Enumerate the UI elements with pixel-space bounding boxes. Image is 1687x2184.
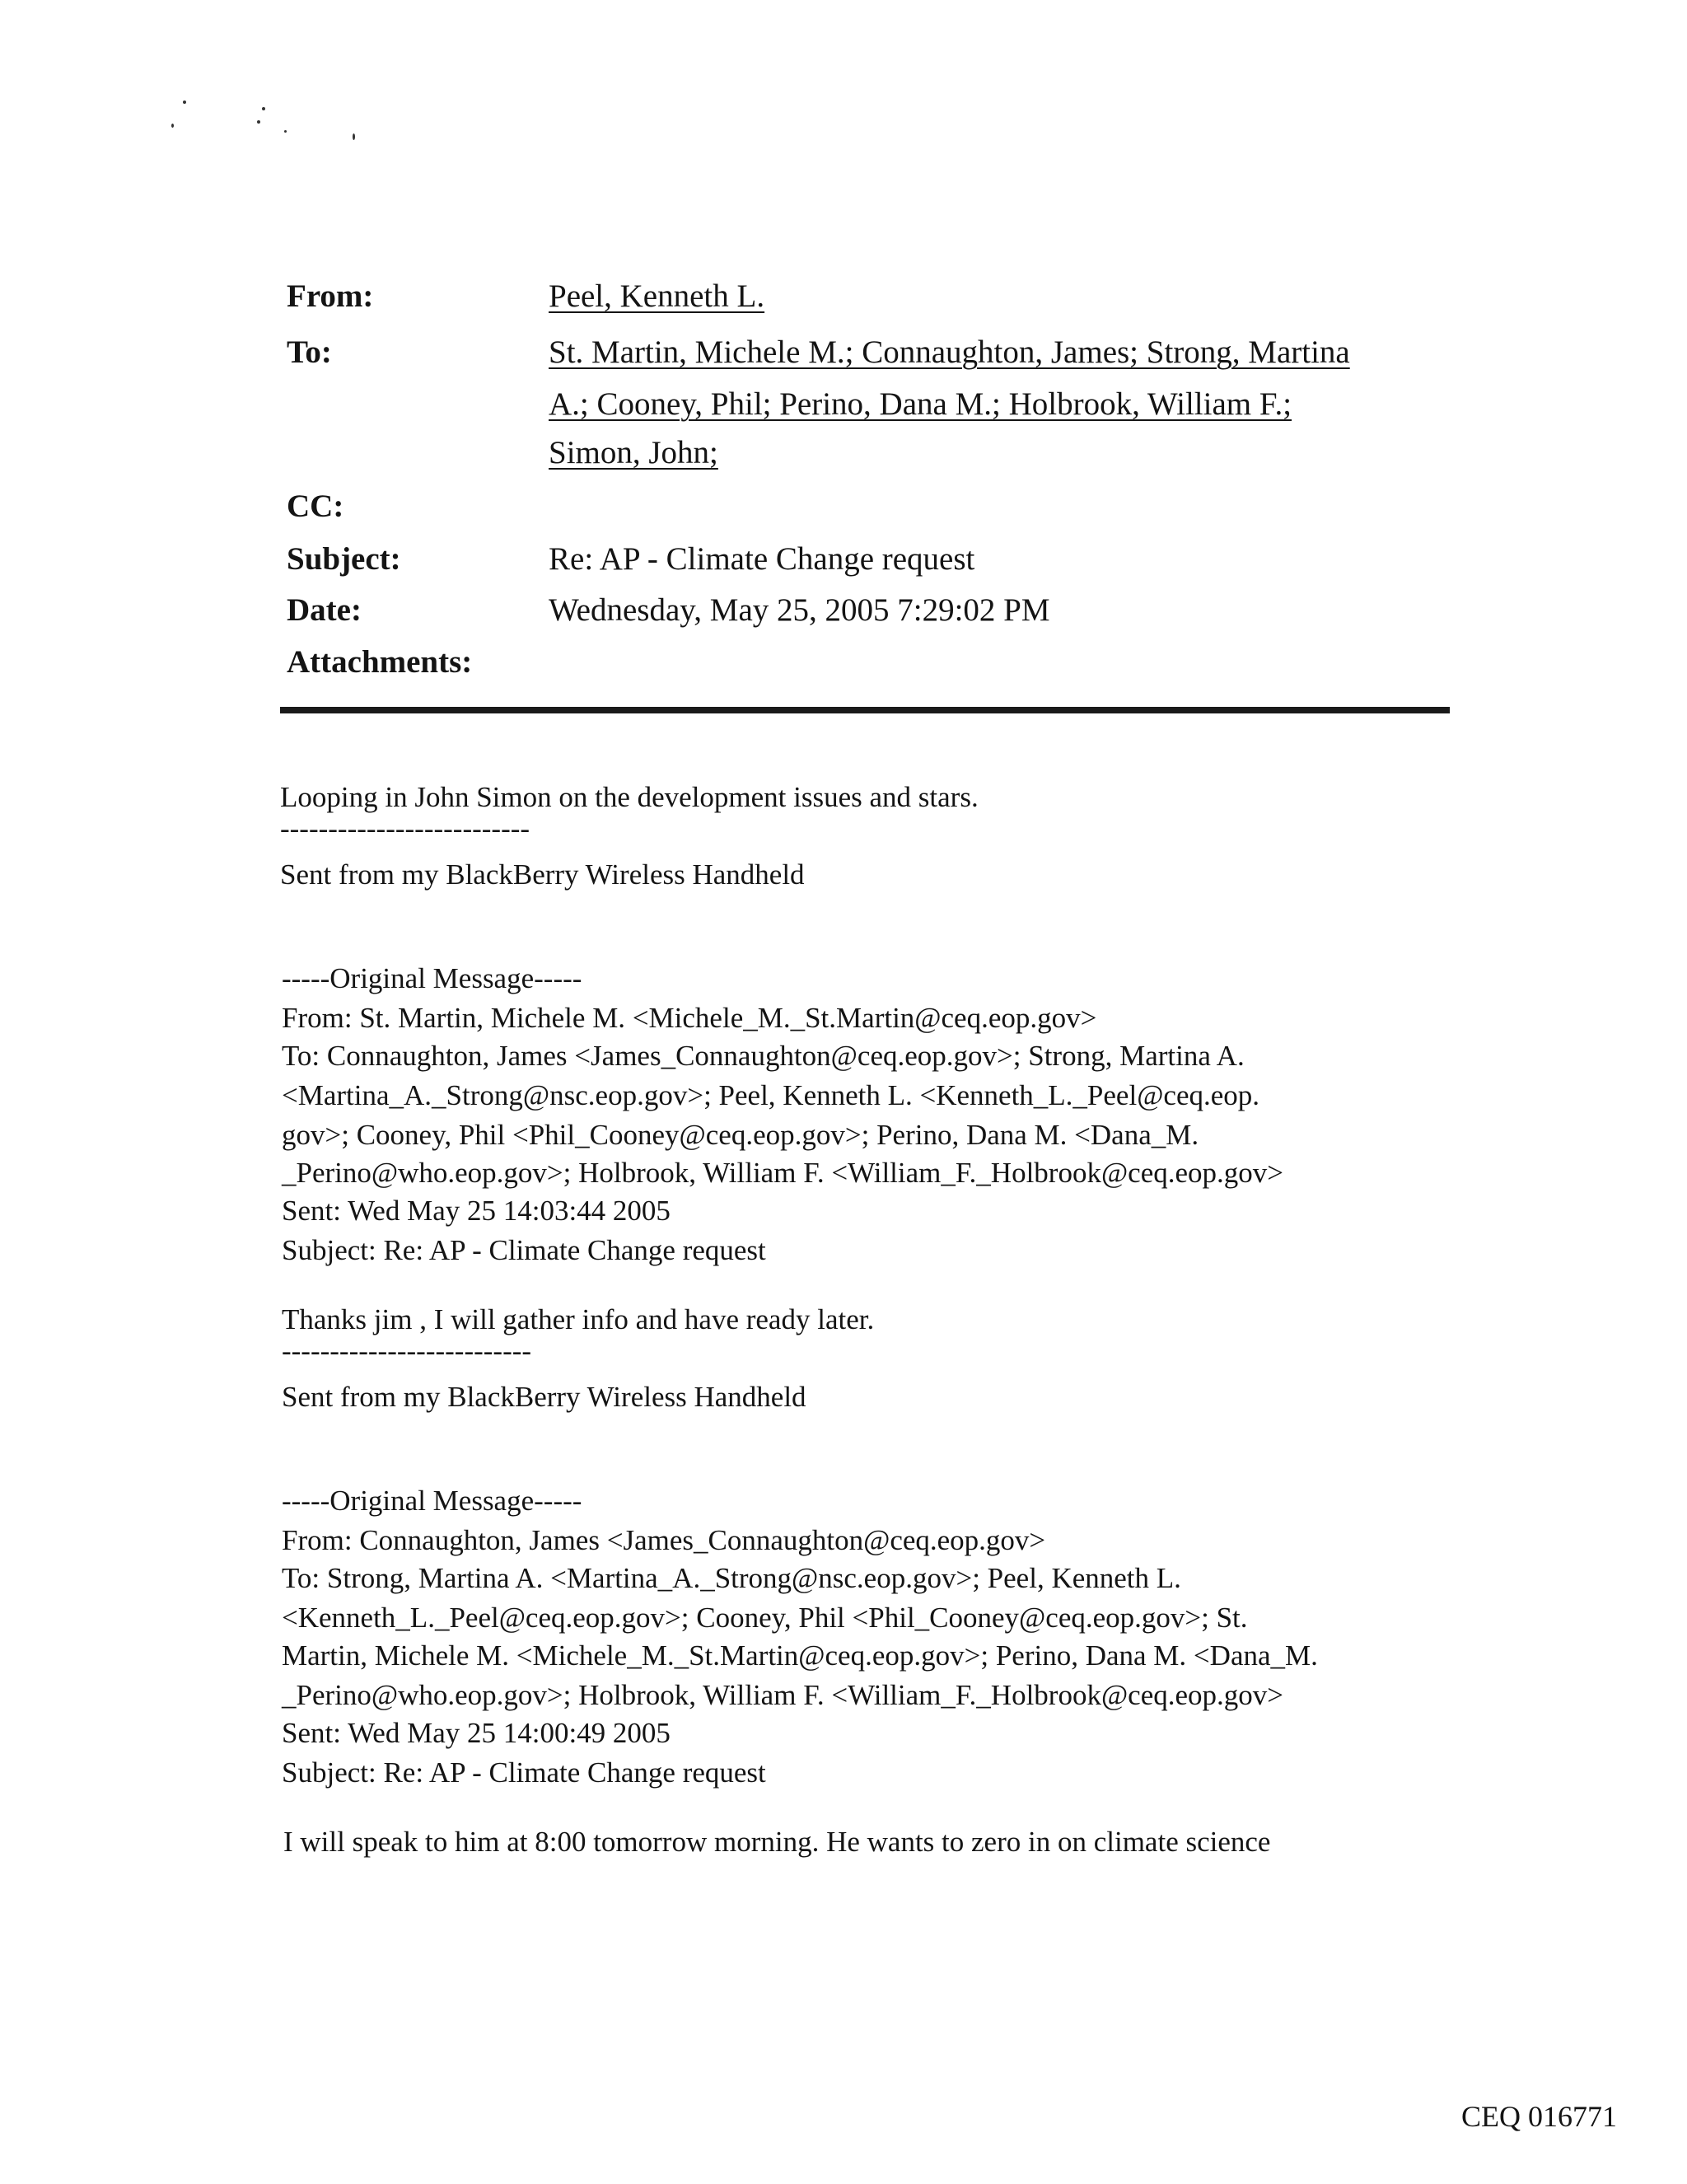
original-header-line: To: Strong, Martina A. <Martina_A._Strong@nsc.eop.gov>; Peel, Kenneth L. <box>282 1562 1181 1594</box>
original-header-line: From: St. Martin, Michele M. <Michele_M._St.Martin@ceq.eop.gov> <box>282 1002 1097 1034</box>
to-value-line: Simon, John; <box>549 435 718 470</box>
scan-speck <box>183 101 186 104</box>
original-header-line: Subject: Re: AP - Climate Change request <box>282 1234 766 1266</box>
from-value: Peel, Kenneth L. <box>549 278 765 314</box>
signature-separator: -------------------------- <box>282 1335 532 1367</box>
original-header-line: Sent: Wed May 25 14:03:44 2005 <box>282 1195 671 1227</box>
signature: Sent from my BlackBerry Wireless Handheld <box>282 1381 806 1413</box>
date-value: Wednesday, May 25, 2005 7:29:02 PM <box>549 592 1050 628</box>
scan-speck <box>284 130 287 133</box>
subject-value: Re: AP - Climate Change request <box>549 541 975 577</box>
original-header-line: <Martina_A._Strong@nsc.eop.gov>; Peel, Kenneth L. <Kenneth_L._Peel@ceq.eop. <box>282 1079 1260 1111</box>
signature: Sent from my BlackBerry Wireless Handheld <box>280 858 805 891</box>
original-message-marker: -----Original Message----- <box>282 1485 582 1517</box>
message-body: Looping in John Simon on the development issues and stars. <box>280 781 979 813</box>
original-header-line: Martin, Michele M. <Michele_M._St.Martin@ceq.eop.gov>; Perino, Dana M. <Dana_M. <box>282 1639 1318 1672</box>
to-value-line: A.; Cooney, Phil; Perino, Dana M.; Holbrook, William F.; <box>549 386 1292 422</box>
scan-speck <box>262 107 265 110</box>
original-header-line: From: Connaughton, James <James_Connaughton@ceq.eop.gov> <box>282 1524 1046 1556</box>
original-header-line: gov>; Cooney, Phil <Phil_Cooney@ceq.eop.gov>; Perino, Dana M. <Dana_M. <box>282 1119 1199 1151</box>
to-label: To: <box>287 334 332 370</box>
cc-label: CC: <box>287 489 344 524</box>
to-value-line: St. Martin, Michele M.; Connaughton, James; Strong, Martina <box>549 334 1350 370</box>
from-label: From: <box>287 278 374 314</box>
attachments-label: Attachments: <box>287 644 473 680</box>
original-header-line: _Perino@who.eop.gov>; Holbrook, William F. <William_F._Holbrook@ceq.eop.gov> <box>282 1157 1284 1189</box>
header-divider <box>280 707 1450 713</box>
original-header-line: To: Connaughton, James <James_Connaughton@ceq.eop.gov>; Strong, Martina A. <box>282 1040 1245 1072</box>
original-header-line: Sent: Wed May 25 14:00:49 2005 <box>282 1717 671 1749</box>
original-header-line: _Perino@who.eop.gov>; Holbrook, William F. <William_F._Holbrook@ceq.eop.gov> <box>282 1679 1284 1711</box>
original-header-line: <Kenneth_L._Peel@ceq.eop.gov>; Cooney, Phil <Phil_Cooney@ceq.eop.gov>; St. <box>282 1602 1248 1634</box>
original-header-line: Subject: Re: AP - Climate Change request <box>282 1756 766 1789</box>
subject-label: Subject: <box>287 541 401 577</box>
message-body: Thanks jim , I will gather info and have ready later. <box>282 1303 875 1335</box>
original-message-marker: -----Original Message----- <box>282 962 582 994</box>
scan-speck <box>171 124 174 128</box>
signature-separator: -------------------------- <box>280 812 530 844</box>
scan-speck <box>257 120 260 124</box>
date-label: Date: <box>287 592 362 628</box>
message-body: I will speak to him at 8:00 tomorrow morning. He wants to zero in on climate science <box>283 1826 1271 1858</box>
scan-speck <box>353 133 355 140</box>
document-id: CEQ 016771 <box>1461 2100 1617 2133</box>
